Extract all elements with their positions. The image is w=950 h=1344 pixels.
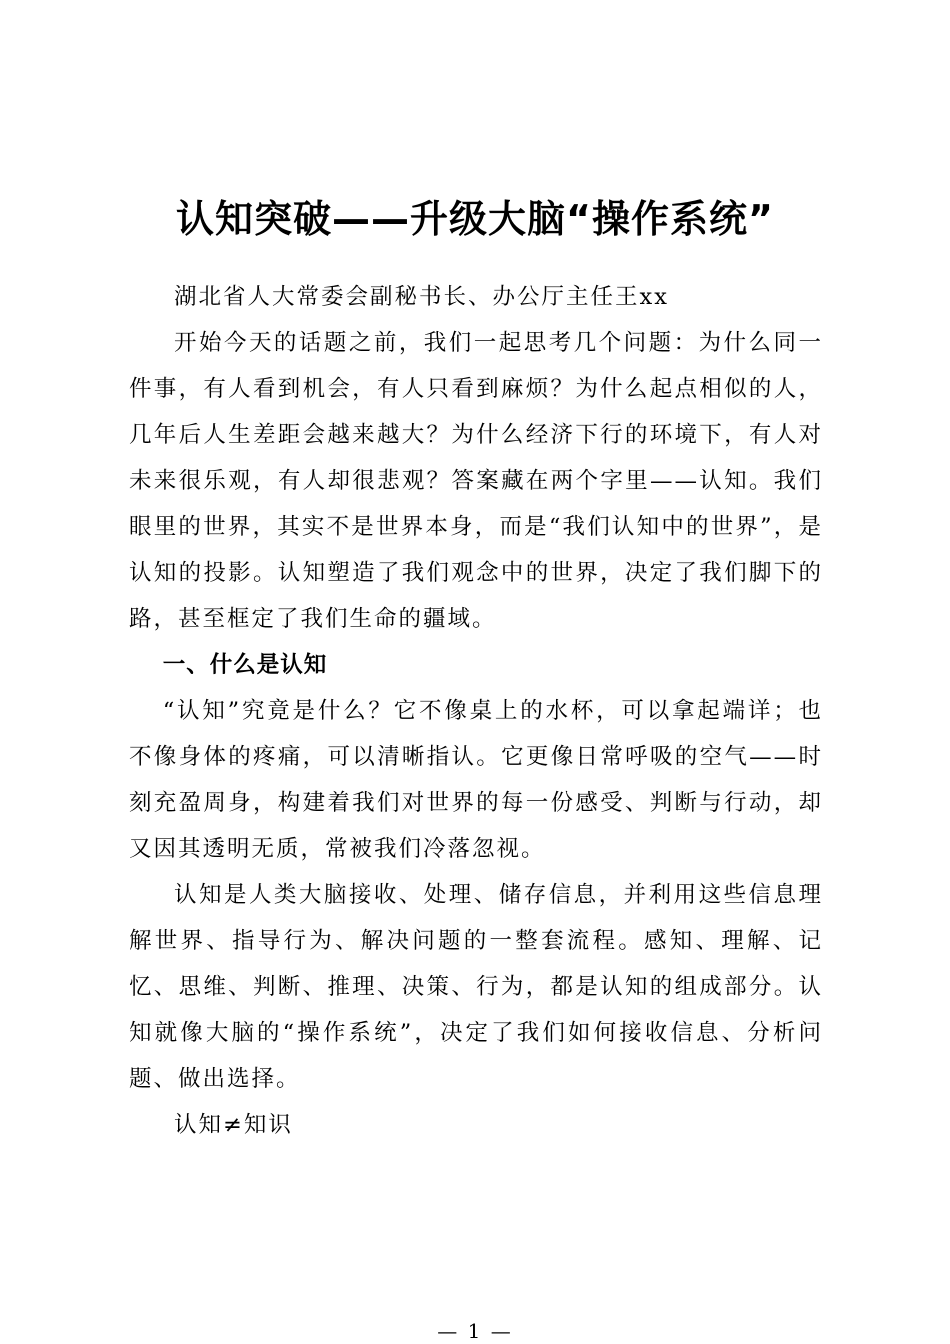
- intro-paragraph: 开始今天的话题之前，我们一起思考几个问题：为什么同一件事，有人看到机会，有人只看到麻烦？为什么起点相似的人，几年后人生差距会越来越大？为什么经济下行的环境下，有人对未来很乐观，有人却很悲观？答案藏在两个字里——认知。我们眼里的世界，其实不是世界本身，而是“我们认知中的世界”，是认知的投影。认知塑造了我们观念中的世界，决定了我们脚下的路，甚至框定了我们生命的疆域。: [129, 330, 823, 632]
- section-heading: 一、什么是认知: [162, 652, 328, 678]
- page-title: 认知突破——升级大脑“操作系统”: [176, 197, 774, 242]
- section1-paragraph-2: 认知是人类大脑接收、处理、储存信息，并利用这些信息理解世界、指导行为、解决问题的一整套流程。感知、理解、记忆、思维、判断、推理、决策、行为，都是认知的组成部分。认知就像大脑的“操作系统”，决定了我们如何接收信息、分析问题、做出选择。: [129, 882, 823, 1092]
- section1-paragraph-3: 认知≠知识: [174, 1112, 293, 1138]
- document-body: [129, 274, 823, 1148]
- section1-paragraph-1: “认知”究竟是什么？它不像桌上的水杯，可以拿起端详；也不像身体的疼痛，可以清晰指认。它更像日常呼吸的空气——时刻充盈周身，构建着我们对世界的每一份感受、判断与行动，却又因其透明无质，常被我们冷落忽视。: [129, 698, 823, 862]
- page-number: — 1 —: [437, 1319, 513, 1343]
- author-line: 湖北省人大常委会副秘书长、办公厅主任王xx: [174, 284, 669, 310]
